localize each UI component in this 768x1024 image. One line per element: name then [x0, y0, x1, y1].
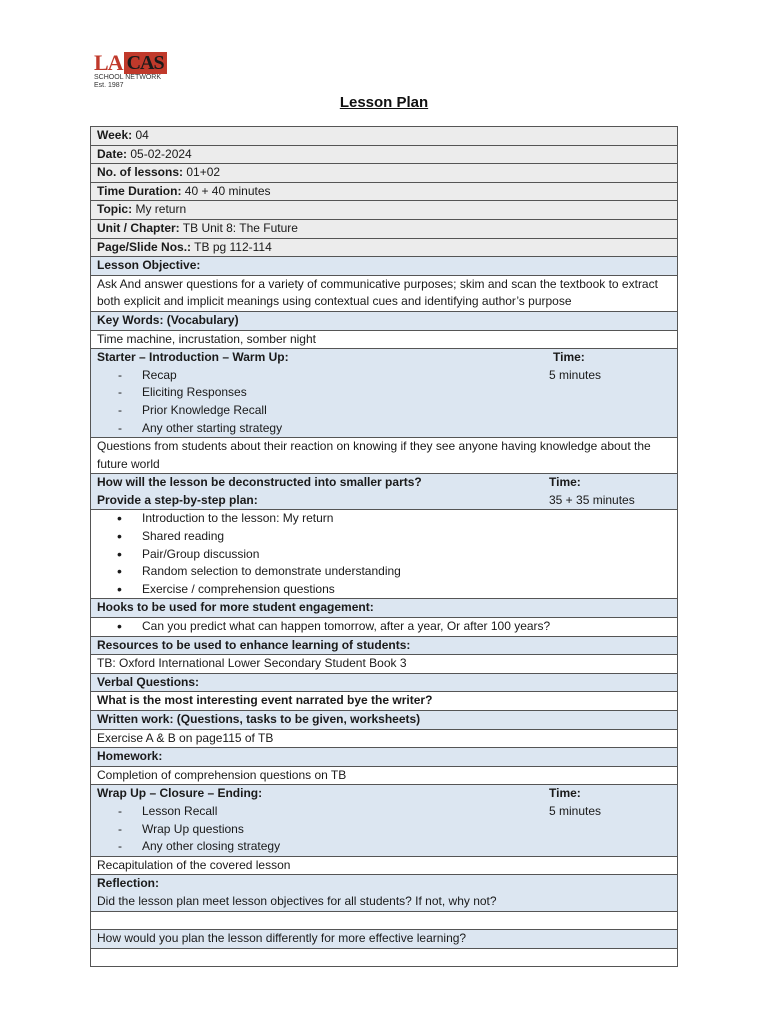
keywords-row [91, 330, 678, 349]
list-item: • Shared reading [97, 528, 671, 546]
resources-text: TB: Oxford International Lower Secondary Student Book 3 [91, 655, 678, 674]
unit-value: TB Unit 8: The Future [179, 220, 298, 235]
reflection-label: Reflection: [97, 876, 160, 891]
keywords-label: Key Words: (Vocabulary) [97, 312, 239, 327]
logo-established: Est. 1987 [94, 82, 124, 89]
written-label: Written work: (Questions, tasks to be given, worksheets) [97, 712, 421, 726]
week-row [91, 127, 678, 146]
list-item: • Exercise / comprehension questions [97, 581, 671, 599]
steps-time-value: 35 + 35 minutes [549, 492, 635, 507]
logo-cas-text: CAS [124, 52, 167, 74]
steps-list [97, 510, 671, 598]
logo-la-text: LA [94, 50, 123, 75]
list-item: - Lesson Recall [97, 803, 549, 821]
homework-label: Homework: [97, 749, 163, 764]
date-value: 05-02-2024 [127, 146, 192, 161]
hooks-label: Hooks to be used for more student engagement: [97, 600, 374, 615]
objective-label: Lesson Objective: [97, 258, 201, 273]
starter-list [97, 367, 549, 437]
starter-time-label: Time: [553, 350, 585, 365]
objective-row [91, 275, 678, 311]
written-header-row [91, 711, 678, 730]
list-item: - Any other starting strategy [97, 420, 549, 438]
keywords-text: Time machine, incrustation, somber night [91, 330, 678, 349]
duration-row [91, 182, 678, 201]
steps-time-label: Time: [549, 475, 581, 490]
wrapup-time-value: 5 minutes [549, 803, 602, 818]
topic-row [91, 201, 678, 220]
steps-label-line2: Provide a step-by-step plan: [97, 492, 258, 507]
resources-header-row [91, 636, 678, 655]
unit-label: Unit / Chapter: [97, 220, 180, 235]
hooks-header-row [91, 599, 678, 618]
list-item: - Recap [97, 367, 549, 385]
homework-header-row [91, 748, 678, 767]
pages-label: Page/Slide Nos.: [97, 239, 192, 254]
starter-time-value: 5 minutes [549, 367, 602, 382]
wrapup-label: Wrap Up – Closure – Ending: [97, 786, 263, 801]
lessons-count-label: No. of lessons: [97, 165, 184, 180]
steps-header-row [91, 474, 678, 510]
verbal-row [91, 692, 678, 711]
objective-text: Ask And answer questions for a variety of communicative purposes; skim and scan the textbook to extract both explicit and implicit meanings using contextual cues and identifying author’s purpose [91, 275, 678, 311]
list-item: • Random selection to demonstrate understanding [97, 563, 671, 581]
hooks-row [91, 618, 678, 637]
verbal-header-row [91, 673, 678, 692]
steps-row [91, 510, 678, 599]
logo-subtitle: SCHOOL NETWORK [94, 74, 162, 81]
unit-row [91, 219, 678, 238]
written-row [91, 729, 678, 748]
reflection-answer-2-row [91, 948, 678, 967]
wrapup-row [91, 785, 678, 856]
school-logo [94, 50, 178, 90]
list-item: - Any other closing strategy [97, 838, 549, 856]
verbal-label: Verbal Questions: [97, 674, 200, 689]
topic-label: Topic: [97, 202, 133, 217]
objective-header-row [91, 257, 678, 276]
starter-label: Starter – Introduction – Warm Up: [97, 350, 289, 365]
starter-row [91, 349, 678, 438]
list-item: - Wrap Up questions [97, 821, 549, 839]
lessons-count-value: 01+02 [183, 165, 221, 180]
written-text: Exercise A & B on page115 of TB [91, 729, 678, 748]
lessons-count-row [91, 164, 678, 183]
pages-value: TB pg 112-114 [191, 239, 272, 254]
starter-note: Questions from students about their reaction on knowing if they see anyone having knowledge about the future world [91, 438, 678, 474]
date-row [91, 145, 678, 164]
reflection-header-row [91, 875, 678, 911]
wrapup-list [97, 803, 549, 856]
list-item: • Can you predict what can happen tomorrow, after a year, Or after 100 years? [97, 618, 671, 636]
lesson-plan-table [90, 126, 678, 967]
list-item: - Eliciting Responses [97, 384, 549, 402]
list-item: • Pair/Group discussion [97, 546, 671, 564]
wrapup-note: Recapitulation of the covered lesson [91, 856, 678, 875]
reflection-answer-1-row [91, 911, 678, 930]
week-value: 04 [132, 128, 149, 142]
week-label: Week: [97, 128, 133, 142]
page-title: Lesson Plan [339, 94, 429, 111]
resources-label: Resources to be used to enhance learning of students: [97, 637, 411, 652]
reflection-question-2-row [91, 930, 678, 949]
reflection-question-1: Did the lesson plan meet lesson objectives for all students? If not, why not? [97, 893, 497, 908]
list-item: - Prior Knowledge Recall [97, 402, 549, 420]
verbal-question: What is the most interesting event narrated bye the writer? [97, 693, 433, 708]
wrapup-time-label: Time: [549, 786, 581, 801]
topic-value: My return [132, 202, 187, 217]
homework-text: Completion of comprehension questions on TB [91, 766, 678, 785]
reflection-answer-2 [97, 949, 671, 967]
duration-value: 40 + 40 minutes [181, 183, 271, 198]
reflection-answer-1 [97, 912, 671, 930]
steps-label-line1: How will the lesson be deconstructed into smaller parts? [97, 475, 422, 490]
list-item: • Introduction to the lesson: My return [97, 510, 671, 528]
reflection-question-2: How would you plan the lesson differently for more effective learning? [91, 930, 678, 949]
date-label: Date: [97, 146, 128, 161]
resources-row [91, 655, 678, 674]
pages-row [91, 238, 678, 257]
keywords-header-row [91, 311, 678, 330]
hooks-list [97, 618, 671, 636]
duration-label: Time Duration: [97, 183, 182, 198]
wrapup-note-row [91, 856, 678, 875]
starter-note-row [91, 438, 678, 474]
homework-row [91, 766, 678, 785]
